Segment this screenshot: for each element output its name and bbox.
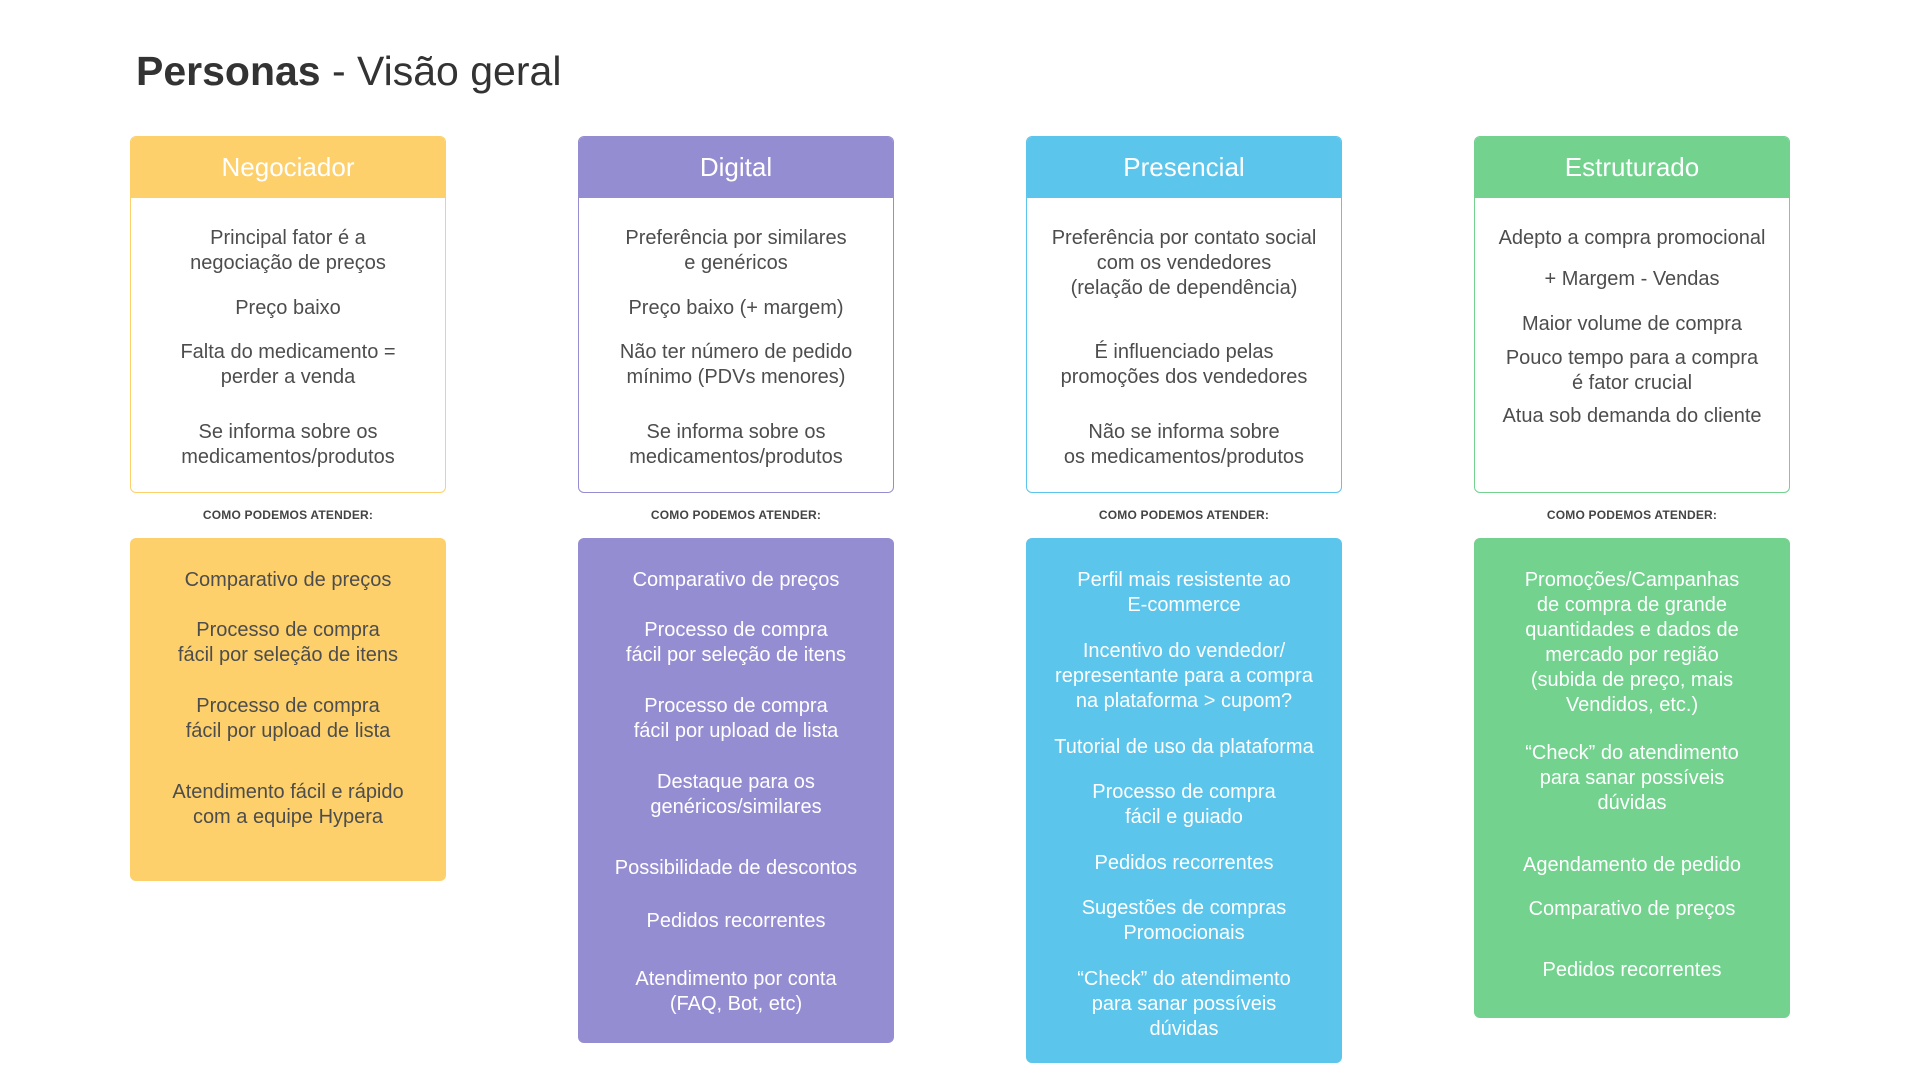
solutions-card [578, 538, 894, 1043]
persona-card [1474, 136, 1790, 493]
persona-traits [131, 198, 445, 492]
solution-item: “Check” do atendimento para sanar possíveis dúvidas [1525, 742, 1739, 814]
persona-traits [1027, 198, 1341, 492]
trait-item: Não se informa sobre os medicamentos/produtos [1063, 421, 1305, 468]
solution-item: Processo de compra fácil por upload de lista [185, 695, 391, 742]
solutions-card [130, 538, 446, 881]
solution-item: Promoções/Campanhas de compra de grande quantidades e dados de mercado por região (subida de preço, mais Vendidos, etc.) [1524, 569, 1740, 716]
solution-item: Processo de compra fácil e guiado [1092, 781, 1276, 828]
persona-traits [579, 198, 893, 492]
solution-item: Processo de compra fácil por seleção de itens [625, 619, 847, 666]
trait-item: Se informa sobre os medicamentos/produtos [181, 421, 395, 468]
persona-header: Presencial [1027, 137, 1341, 198]
solution-item: Comparativo de preços [1528, 898, 1736, 920]
trait-item: Atua sob demanda do cliente [1502, 405, 1762, 427]
solution-item: Atendimento por conta (FAQ, Bot, etc) [635, 968, 837, 1015]
persona-card [130, 136, 446, 493]
section-caption: COMO PODEMOS ATENDER: [202, 508, 374, 522]
persona-header: Digital [579, 137, 893, 198]
solution-item: Comparativo de preços [632, 569, 840, 591]
solution-item: Destaque para os genéricos/similares [650, 771, 822, 818]
solution-item: Incentivo do vendedor/ representante para a compra na plataforma > cupom? [1055, 640, 1313, 712]
persona-card [1026, 136, 1342, 493]
persona-card [578, 136, 894, 493]
solution-item: Tutorial de uso da plataforma [1054, 736, 1314, 758]
page-title [136, 48, 561, 95]
solution-item: Pedidos recorrentes [646, 910, 826, 932]
solution-item: Agendamento de pedido [1523, 854, 1741, 876]
trait-item: Falta do medicamento = perder a venda [180, 341, 396, 388]
trait-item: Maior volume de compra [1521, 313, 1743, 335]
solution-item: Atendimento fácil e rápido com a equipe Hypera [172, 781, 404, 828]
solutions-card [1474, 538, 1790, 1018]
page-title-bold: Personas [136, 48, 321, 94]
trait-item: Adepto a compra promocional [1498, 227, 1766, 249]
persona-header: Estruturado [1475, 137, 1789, 198]
section-caption: COMO PODEMOS ATENDER: [650, 508, 822, 522]
trait-item: Principal fator é a negociação de preços [190, 227, 386, 274]
solutions-card [1026, 538, 1342, 1063]
solution-item: Pedidos recorrentes [1094, 852, 1274, 874]
trait-item: Pouco tempo para a compra é fator crucial [1505, 347, 1759, 394]
section-caption: COMO PODEMOS ATENDER: [1546, 508, 1718, 522]
page-title-rest: - Visão geral [320, 48, 562, 94]
trait-item: + Margem - Vendas [1544, 268, 1720, 290]
solution-item: Perfil mais resistente ao E-commerce [1077, 569, 1291, 616]
trait-item: Preço baixo [235, 297, 341, 319]
solution-item: Processo de compra fácil por seleção de itens [177, 619, 399, 666]
section-caption: COMO PODEMOS ATENDER: [1098, 508, 1270, 522]
trait-item: Preferência por similares e genéricos [625, 227, 847, 274]
trait-item: Preço baixo (+ margem) [628, 297, 844, 319]
trait-item: É influenciado pelas promoções dos vendedores [1060, 341, 1308, 388]
trait-item: Se informa sobre os medicamentos/produtos [629, 421, 843, 468]
trait-item: Não ter número de pedido mínimo (PDVs menores) [619, 341, 853, 388]
solution-item: Pedidos recorrentes [1542, 959, 1722, 981]
solution-item: Comparativo de preços [184, 569, 392, 591]
persona-traits [1475, 198, 1789, 492]
solution-item: “Check” do atendimento para sanar possíveis dúvidas [1077, 968, 1291, 1040]
solution-item: Possibilidade de descontos [614, 857, 858, 879]
persona-header: Negociador [131, 137, 445, 198]
trait-item: Preferência por contato social com os vendedores (relação de dependência) [1051, 227, 1317, 299]
solution-item: Processo de compra fácil por upload de lista [633, 695, 839, 742]
solution-item: Sugestões de compras Promocionais [1081, 897, 1287, 944]
